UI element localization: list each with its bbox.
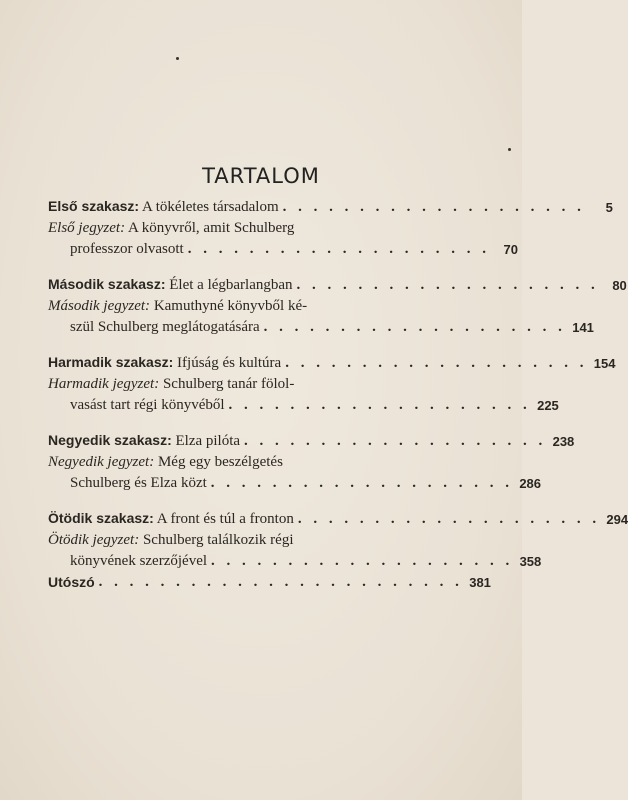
dot-leader: . . . . . . . . . . . . . . . . . . . . . . . . (98, 574, 463, 590)
page-number: 381 (469, 575, 491, 590)
toc-label: Harmadik szakasz: (48, 354, 174, 370)
toc-title: Schulberg találkozik régi (142, 532, 294, 548)
toc-title: professzor olvasott (70, 241, 184, 257)
page-number: 225 (537, 398, 559, 413)
toc-title: vasást tart régi könyvéből (70, 397, 225, 413)
toc-label: Ötödik jegyzet: (48, 532, 140, 548)
ink-speck (176, 57, 179, 60)
dot-leader: . . . . . . . . . . . . . . . . . . . . (187, 241, 490, 257)
toc-entry (48, 196, 613, 218)
toc-group-3 (48, 352, 616, 416)
toc-entry (48, 508, 628, 530)
toc-label: Második szakasz: (48, 276, 166, 292)
toc-group-1 (48, 196, 613, 260)
toc-label: Negyedik jegyzet: (48, 454, 155, 470)
page-number: 358 (519, 554, 542, 569)
page-number: 141 (572, 320, 594, 335)
toc-entry (48, 430, 575, 452)
toc-title: Élet a légbarlangban (169, 277, 293, 293)
toc-entry-text (48, 430, 240, 452)
toc-label: Első jegyzet: (48, 220, 126, 236)
toc-entry-line (48, 296, 440, 317)
dot-leader: . . . . . . . . . . . . . . . . . . . . (282, 199, 585, 215)
toc-entry-text (48, 274, 293, 296)
toc-entry (48, 317, 594, 338)
dot-leader: . . . . . . . . . . . . . . . . . . . . (285, 355, 588, 371)
dot-leader: . . . . . . . . . . . . . . . . . . . . (263, 319, 566, 335)
page-number: 238 (552, 434, 575, 449)
toc-entry-text (48, 352, 281, 374)
toc-label: Negyedik szakasz: (48, 432, 172, 448)
page-number: 294 (606, 512, 628, 527)
dot-leader: . . . . . . . . . . . . . . . . . . . . (244, 433, 547, 449)
page-number: 5 (605, 200, 613, 215)
toc-group-4 (48, 430, 575, 494)
toc-title: Schulberg tanár fölol- (162, 376, 295, 392)
toc-title: könyvének szerzőjével (70, 553, 208, 569)
toc-entry (48, 352, 616, 374)
toc-entry-line (48, 530, 440, 551)
toc-label: Harmadik jegyzet: (48, 376, 160, 392)
toc-entry-line (48, 374, 440, 395)
toc-label: Utószó (48, 574, 95, 590)
dot-leader: . . . . . . . . . . . . . . . . . . . . (228, 397, 531, 413)
toc-entry-line (48, 452, 440, 473)
toc-title: Schulberg és Elza közt (70, 475, 207, 491)
toc-entry-line (48, 218, 440, 239)
toc-entry (48, 395, 559, 416)
page-number: 70 (503, 242, 518, 257)
toc-group-2 (48, 274, 627, 338)
toc-title: Még egy beszélgetés (157, 454, 283, 470)
page-number: 154 (593, 356, 616, 371)
toc-entry (48, 572, 491, 593)
dot-leader: . . . . . . . . . . . . . . . . . . . . (210, 475, 514, 491)
dot-leader: . . . . . . . . . . . . . . . . . . . . (296, 277, 599, 293)
toc-entry (48, 274, 627, 296)
page-number: 80 (612, 278, 627, 293)
toc-title: Elza pilóta (175, 433, 241, 449)
toc-label: Második jegyzet: (48, 298, 151, 314)
dot-leader: . . . . . . . . . . . . . . . . . . . . (297, 511, 601, 527)
table-of-contents (48, 196, 628, 607)
toc-title: Kamuthyné könyvből ké- (153, 298, 308, 314)
page-number: 286 (519, 476, 542, 491)
toc-title: szül Schulberg meglátogatására (70, 319, 260, 335)
toc-title: A tökéletes társadalom (142, 199, 279, 215)
toc-title: Ifjúság és kultúra (177, 355, 282, 371)
toc-entry (48, 473, 542, 494)
toc-label: Ötödik szakasz: (48, 510, 154, 526)
page-title: TARTALOM (202, 164, 320, 189)
toc-title: A könyvről, amit Schulberg (128, 220, 295, 236)
toc-group-5 (48, 508, 628, 593)
dot-leader: . . . . . . . . . . . . . . . . . . . . (211, 553, 514, 569)
ink-speck (508, 148, 511, 151)
toc-entry-text (48, 196, 279, 218)
toc-label: Első szakasz: (48, 198, 140, 214)
toc-title: A front és túl a fronton (156, 511, 294, 527)
toc-entry (48, 551, 542, 572)
toc-entry (48, 239, 518, 260)
toc-entry-text (48, 508, 294, 530)
